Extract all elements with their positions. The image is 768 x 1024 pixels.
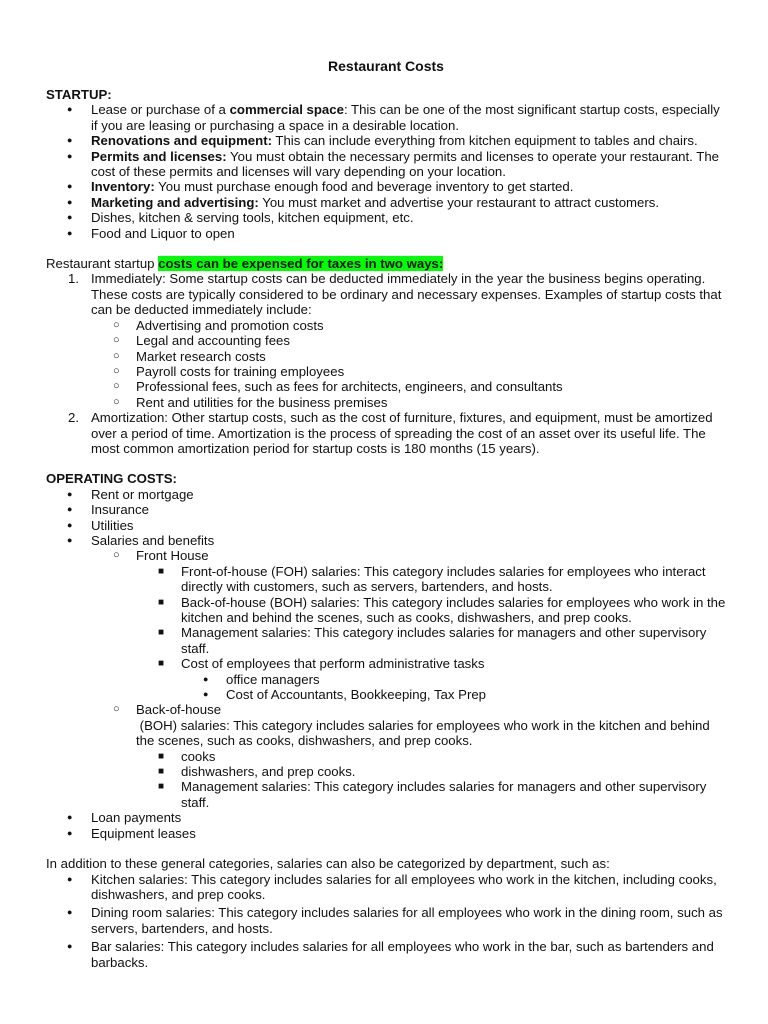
- item-bold: Renovations and equipment:: [91, 133, 272, 149]
- item-text: This can include everything from kitchen equipment to tables and chairs.: [271, 133, 698, 149]
- list-item: ■ Front-of-house (FOH) salaries: This category includes salaries for employees who interact directly with customers, such as servers, bartenders, and hosts.: [46, 564, 726, 595]
- salaries-sublist-front: [46, 548, 726, 563]
- item-bold: Permits and licenses:: [91, 148, 227, 164]
- startup-item-dishes: ● Dishes, kitchen & serving tools, kitchen equipment, etc.: [46, 210, 726, 225]
- item-text: Lease or purchase of a: [91, 102, 230, 118]
- operating-list-cont: [46, 810, 726, 841]
- front-house-list: [46, 564, 726, 672]
- salaries-sublist-back: [46, 702, 726, 748]
- operating-item-utilities: ● Utilities: [46, 518, 726, 533]
- list-number: 1.: [68, 271, 79, 287]
- operating-item-equipment: ● Equipment leases: [46, 826, 726, 841]
- item-bold: Marketing and advertising:: [91, 194, 259, 210]
- operating-item-salaries: ● Salaries and benefits: [46, 533, 726, 548]
- back-house-list: [46, 749, 726, 811]
- department-item-kitchen: ● Kitchen salaries: This category includes salaries for all employees who work in the kitchen, including cooks, dishwashers, and prep cooks.: [46, 872, 726, 903]
- immediate-deductions-list: [46, 318, 726, 410]
- departments-intro: In addition to these general categories, salaries can also be categorized by department, such as:: [46, 856, 610, 872]
- list-item: ■ cooks: [46, 749, 726, 764]
- tax-method-text: Amortization: Other startup costs, such as the cost of furniture, fixtures, and equipment, must be amortized over a period of time. Amortization is the process of spreading the cost of an asset over its useful life. The most common amortization period for startup costs is 180 months (15 years).: [91, 410, 713, 456]
- item-text: You must market and advertise your restaurant to attract customers.: [258, 194, 660, 210]
- startup-item-marketing: [46, 195, 726, 210]
- list-item: ○ Advertising and promotion costs: [46, 318, 726, 333]
- back-house-title: ○ Back-of-house: [136, 702, 222, 718]
- departments-list: [46, 872, 726, 970]
- tax-intro-text: Restaurant startup: [46, 256, 159, 272]
- tax-method-text: Immediately: Some startup costs can be deducted immediately in the year the business begins operating. These costs are typically considered to be ordinary and necessary expenses. Examples of startup costs that can be deducted immediately include:: [91, 271, 722, 318]
- tax-method-amortization: [46, 410, 726, 456]
- startup-item-commercial-space: [46, 102, 726, 133]
- item-text: You must purchase enough food and beverage inventory to get started.: [154, 179, 574, 195]
- list-item: ○ Professional fees, such as fees for architects, engineers, and consultants: [46, 379, 726, 394]
- list-item: ● Cost of Accountants, Bookkeeping, Tax Prep: [46, 687, 726, 702]
- department-item-bar: ● Bar salaries: This category includes salaries for all employees who work in the bar, such as bartenders and barbacks.: [46, 939, 726, 970]
- startup-item-renovations: [46, 133, 726, 148]
- item-bold: Inventory:: [91, 179, 155, 195]
- startup-list: [46, 102, 726, 241]
- item-bold: commercial space: [229, 102, 344, 118]
- tax-method-immediately: [46, 271, 726, 317]
- tax-methods-list-cont: [46, 410, 726, 456]
- list-item: ○ Market research costs: [46, 349, 726, 364]
- front-house-item: ○ Front House: [46, 548, 726, 563]
- document-title: Restaurant Costs: [328, 58, 444, 74]
- operating-list: [46, 487, 726, 549]
- list-item: ● office managers: [46, 672, 726, 687]
- document-page: [46, 58, 726, 970]
- operating-item-rent: ● Rent or mortgage: [46, 487, 726, 502]
- startup-item-permits: [46, 149, 726, 180]
- startup-heading: STARTUP:: [46, 87, 112, 102]
- startup-item-inventory: [46, 179, 726, 194]
- operating-heading: OPERATING COSTS:: [46, 471, 177, 487]
- tax-intro-highlight: costs can be expensed for taxes in two ways:: [158, 256, 444, 272]
- list-item: ■ Cost of employees that perform administrative tasks: [46, 656, 726, 671]
- list-item: ■ Back-of-house (BOH) salaries: This category includes salaries for employees who work in the kitchen and behind the scenes, such as cooks, dishwashers, and prep cooks.: [46, 595, 726, 626]
- item-text: : This can be one of the most significant startup costs, especially if you are leasing or purchasing a space in a desirable location.: [91, 102, 720, 133]
- back-house-desc: (BOH) salaries: This category includes salaries for employees who work in the kitchen and behind the scenes, such as cooks, dishwashers, and prep cooks.: [136, 717, 714, 749]
- list-item: ■ Management salaries: This category includes salaries for managers and other supervisory staff.: [46, 779, 726, 810]
- tax-intro: [46, 256, 726, 271]
- list-item: ■ Management salaries: This category includes salaries for managers and other supervisory staff.: [46, 625, 726, 656]
- department-item-dining: ● Dining room salaries: This category includes salaries for all employees who work in the dining room, such as servers, bartenders, and hosts.: [46, 905, 726, 936]
- list-item: ○ Rent and utilities for the business premises: [46, 395, 726, 410]
- startup-item-food-liquor: ● Food and Liquor to open: [46, 226, 726, 241]
- list-item: ■ dishwashers, and prep cooks.: [46, 764, 726, 779]
- operating-item-insurance: ● Insurance: [46, 502, 726, 517]
- operating-item-loan: ● Loan payments: [46, 810, 726, 825]
- admin-tasks-list: [46, 672, 726, 703]
- list-item: ○ Legal and accounting fees: [46, 333, 726, 348]
- list-item: ○ Payroll costs for training employees: [46, 364, 726, 379]
- tax-methods-list: [46, 271, 726, 317]
- item-text: You must obtain the necessary permits and licenses to operate your restaurant. The cost of these permits and licenses will vary depending on your location.: [91, 148, 719, 180]
- list-number: 2.: [68, 410, 79, 426]
- back-house-item: [46, 702, 726, 748]
